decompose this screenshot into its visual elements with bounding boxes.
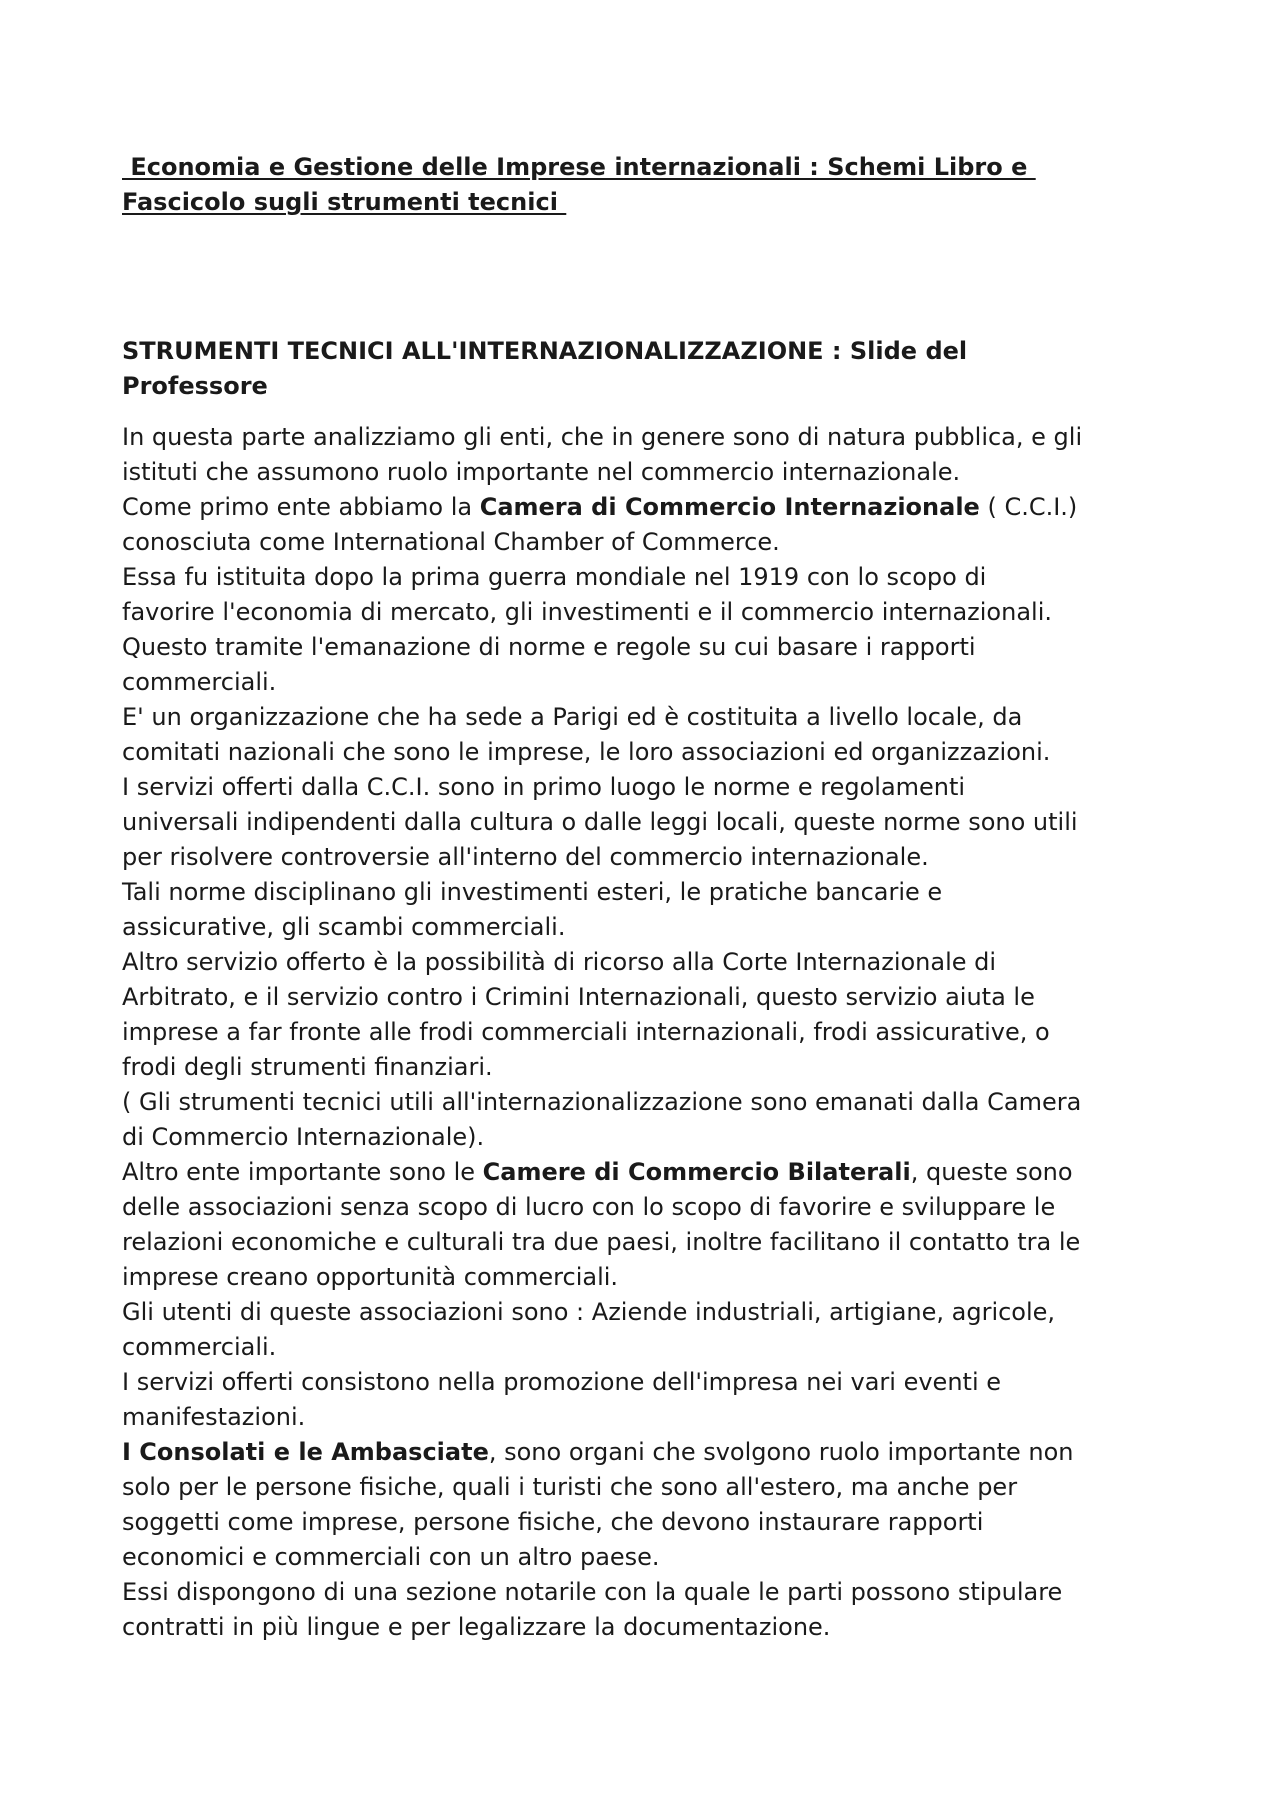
body-line: relazioni economiche e culturali tra due paesi, inoltre facilitano il contatto tra le xyxy=(122,1228,1081,1256)
body-line: soggetti come imprese, persone fisiche, che devono instaurare rapporti xyxy=(122,1508,984,1536)
body-line: comitati nazionali che sono le imprese, le loro associazioni ed organizzazioni. xyxy=(122,738,1051,766)
body-line: ( Gli strumenti tecnici utili all'internazionalizzazione sono emanati dalla Camera xyxy=(122,1088,1082,1116)
body-line: commerciali. xyxy=(122,1333,277,1361)
body-line: di Commercio Internazionale). xyxy=(122,1123,485,1151)
bold-term-bilateral-chambers: Camere di Commercio Bilaterali xyxy=(482,1158,911,1186)
document-title-line-1: Economia e Gestione delle Imprese internazionali : Schemi Libro e xyxy=(122,153,1036,181)
body-line: Altro servizio offerto è la possibilità di ricorso alla Corte Internazionale di xyxy=(122,948,997,976)
body-text-segment: Come primo ente abbiamo la xyxy=(122,493,480,521)
body-line: delle associazioni senza scopo di lucro con lo scopo di favorire e sviluppare le xyxy=(122,1193,1056,1221)
document-page xyxy=(122,150,1182,1645)
document-title xyxy=(122,150,1182,220)
section-heading-line-2: Professore xyxy=(122,372,268,400)
body-line: Arbitrato, e il servizio contro i Crimini Internazionali, questo servizio aiuta le xyxy=(122,983,1035,1011)
body-line: I servizi offerti dalla C.C.I. sono in primo luogo le norme e regolamenti xyxy=(122,773,966,801)
body-line: Gli utenti di queste associazioni sono : Aziende industriali, artigiane, agricole, xyxy=(122,1298,1056,1326)
body-line: I servizi offerti consistono nella promozione dell'impresa nei vari eventi e xyxy=(122,1368,1001,1396)
body-line: In questa parte analizziamo gli enti, che in genere sono di natura pubblica, e gli xyxy=(122,423,1083,451)
bold-term-cci: Camera di Commercio Internazionale xyxy=(479,493,980,521)
body-text-segment: Altro ente importante sono le xyxy=(122,1158,483,1186)
body-line: economici e commerciali con un altro paese. xyxy=(122,1543,660,1571)
body-line: frodi degli strumenti finanziari. xyxy=(122,1053,493,1081)
body-line: favorire l'economia di mercato, gli investimenti e il commercio internazionali. xyxy=(122,598,1052,626)
body-line: imprese creano opportunità commerciali. xyxy=(122,1263,619,1291)
body-text-segment: , queste sono xyxy=(910,1158,1073,1186)
body-text-segment: ( C.C.I.) xyxy=(979,493,1078,521)
body-line: universali indipendenti dalla cultura o dalle leggi locali, queste norme sono utili xyxy=(122,808,1078,836)
body-line xyxy=(122,490,1182,525)
body-line: assicurative, gli scambi commerciali. xyxy=(122,913,566,941)
body-line: conosciuta come International Chamber of Commerce. xyxy=(122,528,780,556)
body-line: manifestazioni. xyxy=(122,1403,306,1431)
body-text-segment: , sono organi che svolgono ruolo importante non xyxy=(488,1438,1074,1466)
body-line: solo per le persone fisiche, quali i turisti che sono all'estero, ma anche per xyxy=(122,1473,1018,1501)
body-line: E' un organizzazione che ha sede a Parigi ed è costituita a livello locale, da xyxy=(122,703,1023,731)
body-line: contratti in più lingue e per legalizzare la documentazione. xyxy=(122,1613,831,1641)
document-title-line-2: Fascicolo sugli strumenti tecnici xyxy=(122,188,567,216)
section-heading xyxy=(122,334,1182,404)
body-line: istituti che assumono ruolo importante nel commercio internazionale. xyxy=(122,458,961,486)
body-line: Essi dispongono di una sezione notarile con la quale le parti possono stipulare xyxy=(122,1578,1063,1606)
body-line xyxy=(122,1435,1182,1470)
body-line: Essa fu istituita dopo la prima guerra mondiale nel 1919 con lo scopo di xyxy=(122,563,987,591)
body-line: per risolvere controversie all'interno del commercio internazionale. xyxy=(122,843,929,871)
body-line: Tali norme disciplinano gli investimenti esteri, le pratiche bancarie e xyxy=(122,878,943,906)
body-line xyxy=(122,1155,1182,1190)
bold-term-consulates-embassies: I Consolati e le Ambasciate xyxy=(122,1438,489,1466)
body-line: commerciali. xyxy=(122,668,277,696)
section-heading-line-1: STRUMENTI TECNICI ALL'INTERNAZIONALIZZAZIONE : Slide del xyxy=(122,337,968,365)
body-line: Questo tramite l'emanazione di norme e regole su cui basare i rapporti xyxy=(122,633,976,661)
body-text xyxy=(122,420,1182,1645)
body-line: imprese a far fronte alle frodi commerciali internazionali, frodi assicurative, o xyxy=(122,1018,1050,1046)
